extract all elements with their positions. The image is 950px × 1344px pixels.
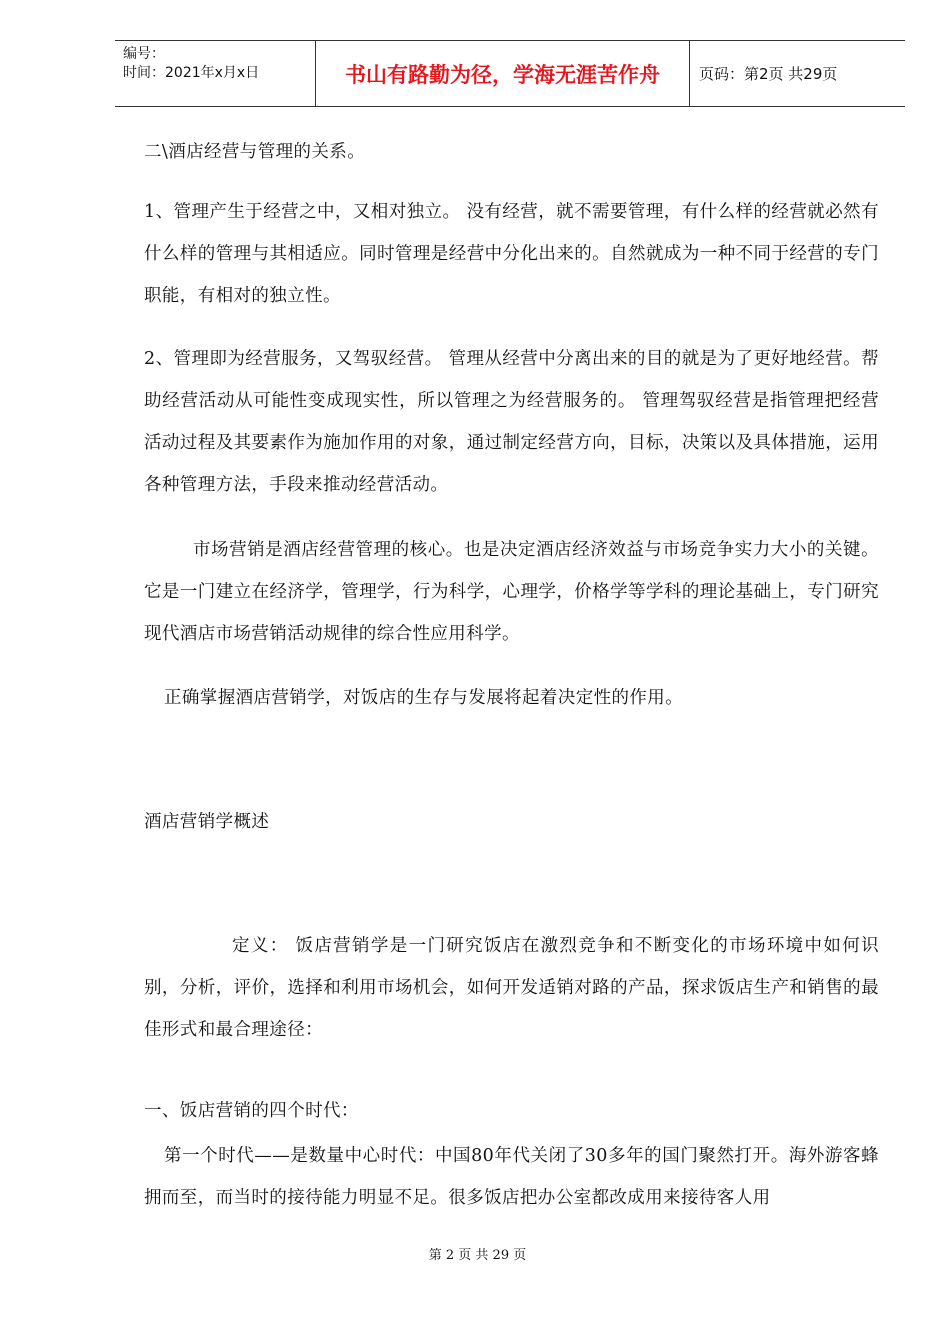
section-heading: 一、饭店营销的四个时代：: [144, 1101, 359, 1121]
document-time-label: 时间：2021年x月x日: [123, 65, 260, 81]
page-footer: 第 2 页 共 29 页: [428, 1248, 527, 1263]
document-number-label: 编号：: [123, 46, 165, 62]
paragraph: 第一个时代——是数量中心时代：中国80年代关闭了30多年的国门聚然打开。海外游客蜂拥而至，而当时的接待能力明显不足。很多饭店把办公室都改成用来接待客人用: [144, 1146, 879, 1208]
paragraph: 正确掌握酒店营销学，对饭店的生存与发展将起着决定性的作用。: [164, 688, 684, 708]
section-heading: 二\酒店经营与管理的关系。: [144, 142, 366, 162]
paragraph: 1、管理产生于经营之中，又相对独立。 没有经营，就不需要管理，有什么样的经营就必然有什么样的管理与其相适应。同时管理是经营中分化出来的。自然就成为一种不同于经营的专门职能，有相对的独立性。: [144, 202, 879, 306]
paragraph: 市场营销是酒店经营管理的核心。也是决定酒店经济效益与市场竞争实力大小的关键。它是一门建立在经济学，管理学，行为科学，心理学，价格学等学科的理论基础上，专门研究现代酒店市场营销活动规律的综合性应用科学。: [144, 540, 879, 644]
page-header: [115, 40, 905, 107]
section-heading: 酒店营销学概述: [144, 812, 270, 832]
header-meta: [115, 41, 316, 106]
paragraph: 定义： 饭店营销学是一门研究饭店在激烈竞争和不断变化的市场环境中如何识别，分析，评价，选择和利用市场机会，如何开发适销对路的产品，探求饭店生产和销售的最佳形式和最合理途径：: [144, 936, 879, 1040]
header-page-code: 页码：第2页 共29页: [699, 65, 838, 83]
header-motto: 书山有路勤为径，学海无涯苦作舟: [316, 41, 690, 106]
paragraph: 2、管理即为经营服务，又驾驭经营。 管理从经营中分离出来的目的就是为了更好地经营。帮助经营活动从可能性变成现实性，所以管理之为经营服务的。 管理驾驭经营是指管理把经营活动过程及其要素作为施加作用的对象，通过制定经营方向，目标，决策以及具体措施，运用各种管理方法，手段来推动经营活动。: [144, 349, 879, 495]
